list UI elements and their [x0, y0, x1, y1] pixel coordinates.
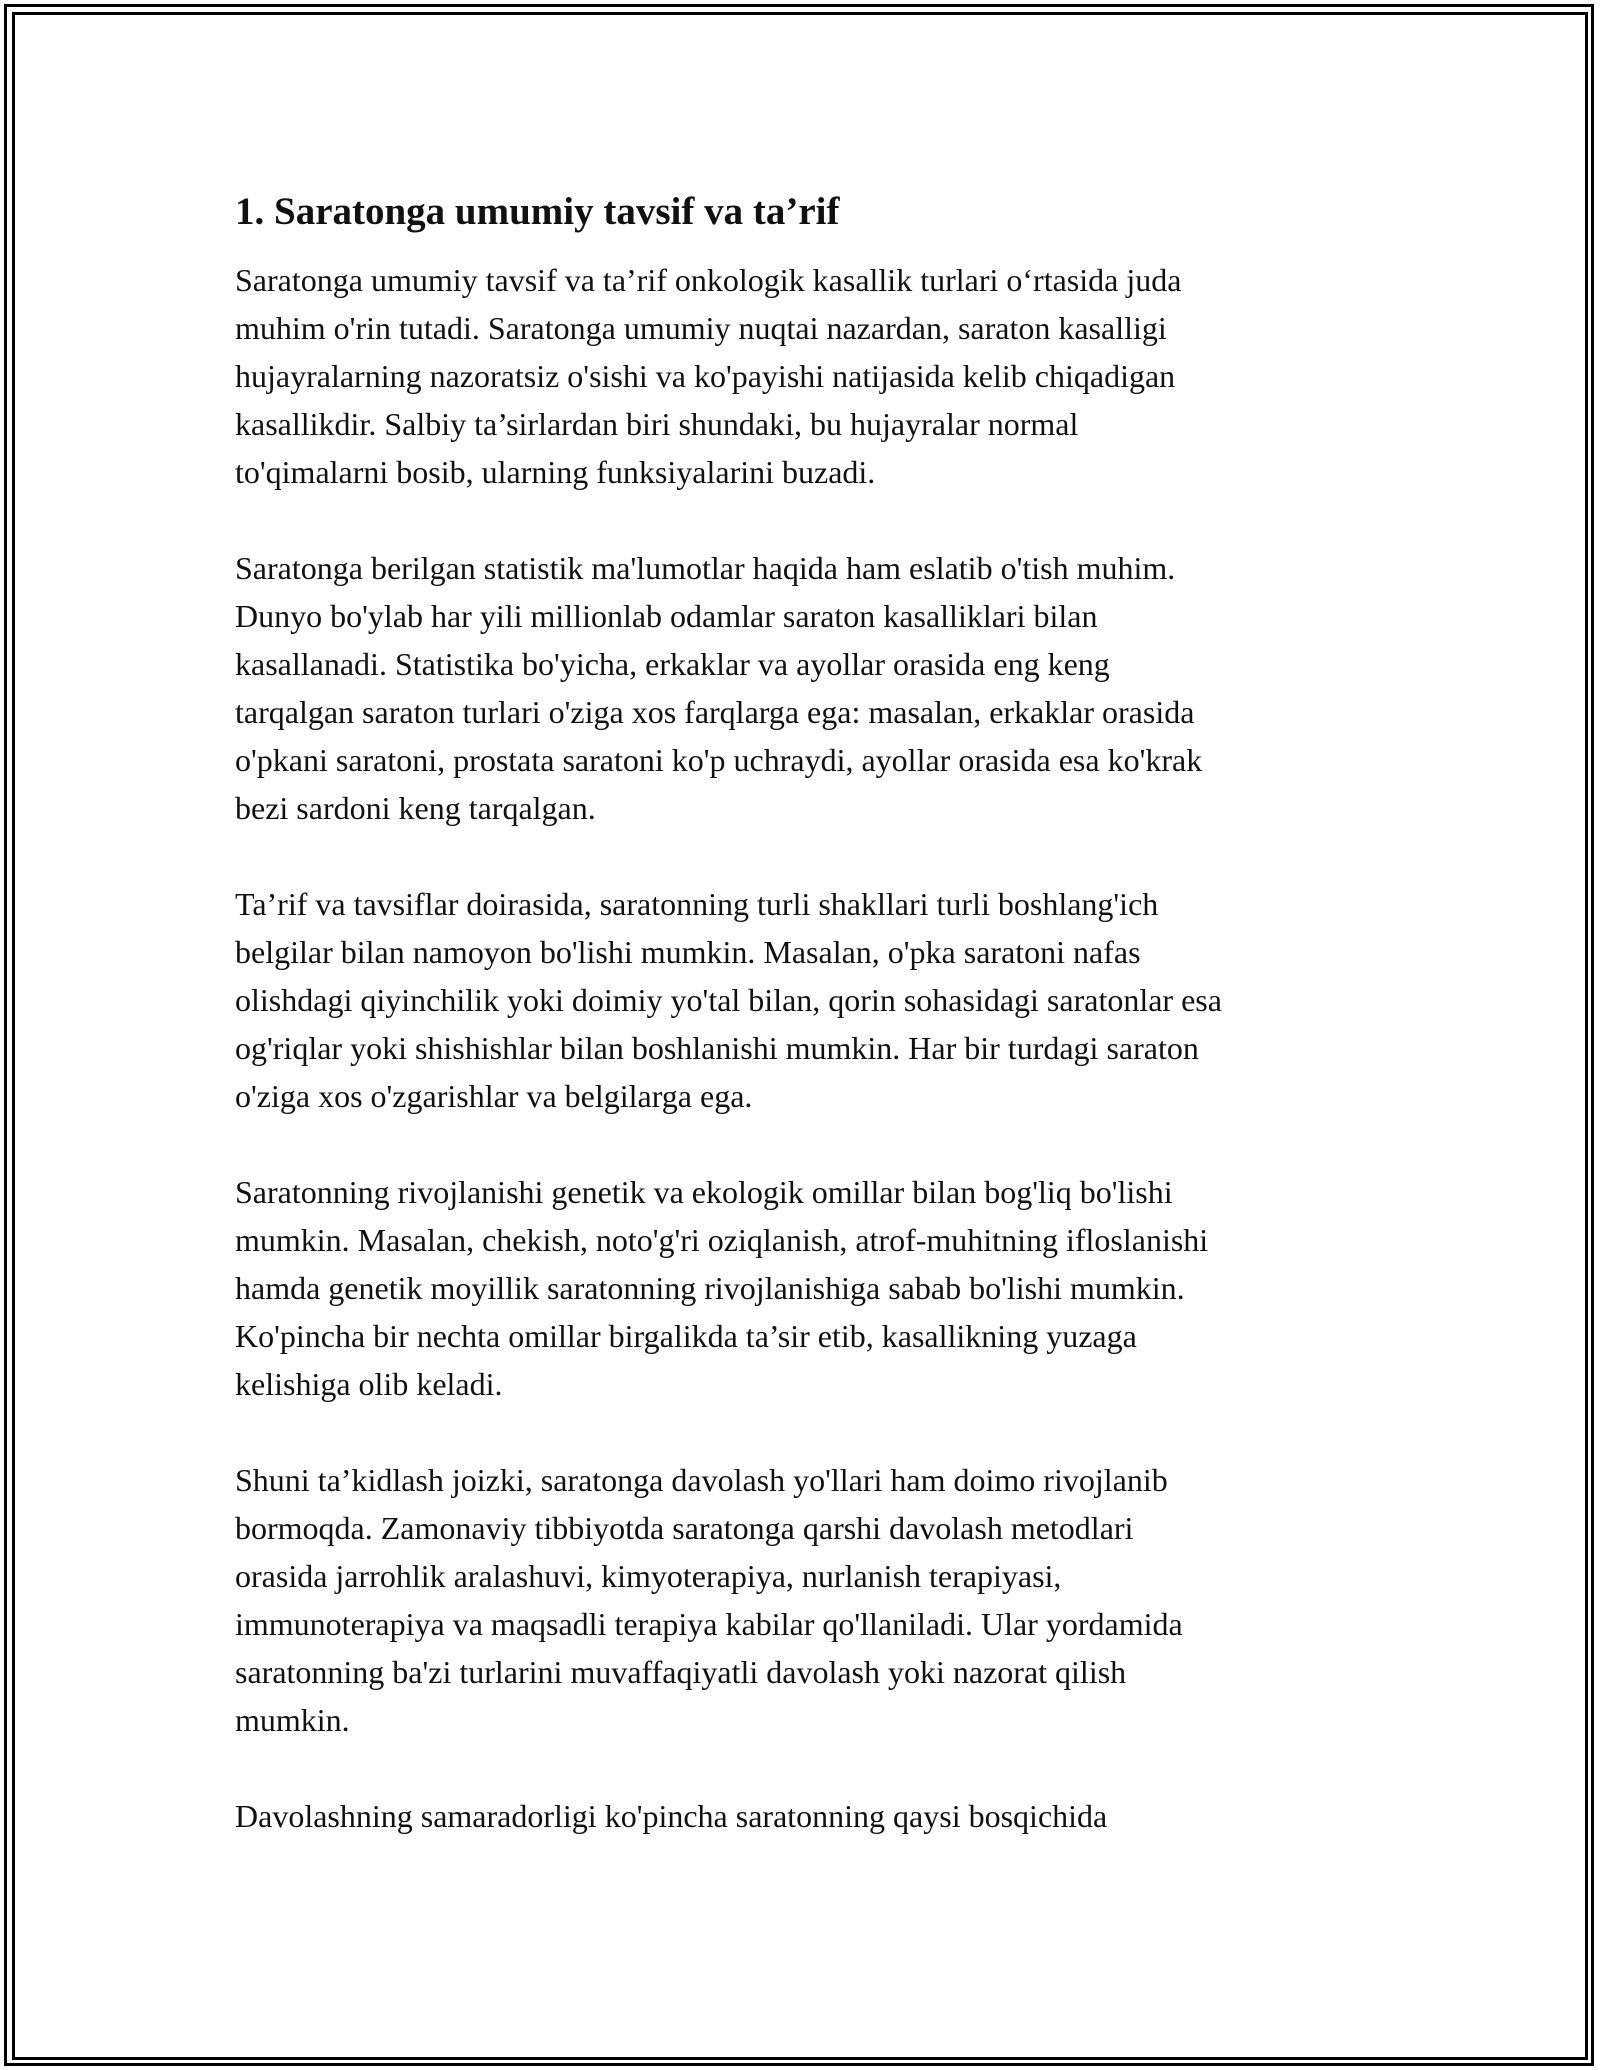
paragraph-5: Shuni ta’kidlash joizki, saratonga davolash yo'llari ham doimo rivojlanib bormoqda. Zamonaviy tibbiyotda saratonga qarshi davolash metodlari orasida jarrohlik aralashuvi, kimyoterapiya, nurlanish terapiyasi, immunoterapiya va maqsadli terapiya kabilar qo'llaniladi. Ular yordamida saratonning ba'zi turlarini muvaffaqiyatli davolash yoki nazorat qilish mumkin.	[235, 1462, 1183, 1738]
document-body	[235, 186, 1375, 1840]
paragraph-2: Saratonga berilgan statistik ma'lumotlar haqida ham eslatib o'tish muhim. Dunyo bo'ylab har yili millionlab odamlar saraton kasalliklari bilan kasallanadi. Statistika bo'yicha, erkaklar va ayollar orasida eng keng tarqalgan saraton turlari o'ziga xos farqlarga ega: masalan, erkaklar orasida o'pkani saratoni, prostata saratoni ko'p uchraydi, ayollar orasida esa ko'krak bezi sardoni keng tarqalgan.	[235, 550, 1203, 826]
paragraph-1: Saratonga umumiy tavsif va ta’rif onkologik kasallik turlari o‘rtasida juda muhim o'rin tutadi. Saratonga umumiy nuqtai nazardan, saraton kasalligi hujayralarning nazoratsiz o'sishi va ko'payishi natijasida kelib chiqadigan kasallikdir. Salbiy ta’sirlardan biri shundaki, bu hujayralar normal to'qimalarni bosib, ularning funksiyalarini buzadi.	[235, 262, 1182, 490]
paragraph-4: Saratonning rivojlanishi genetik va ekologik omillar bilan bog'liq bo'lishi mumkin. Masalan, chekish, noto'g'ri oziqlanish, atrof-muhitning ifloslanishi hamda genetik moyillik saratonning rivojlanishiga sabab bo'lishi mumkin. Ko'pincha bir nechta omillar birgalikda ta’sir etib, kasallikning yuzaga kelishiga olib keladi.	[235, 1174, 1209, 1402]
section-heading: 1. Saratonga umumiy tavsif va ta’rif	[235, 190, 840, 233]
paragraph-3: Ta’rif va tavsiflar doirasida, saratonning turli shakllari turli boshlang'ich belgilar bilan namoyon bo'lishi mumkin. Masalan, o'pka saratoni nafas olishdagi qiyinchilik yoki doimiy yo'tal bilan, qorin sohasidagi saratonlar esa og'riqlar yoki shishishlar bilan boshlanishi mumkin. Har bir turdagi saraton o'ziga xos o'zgarishlar va belgilarga ega.	[235, 886, 1222, 1114]
paragraph-6: Davolashning samaradorligi ko'pincha saratonning qaysi bosqichida	[235, 1798, 1108, 1834]
